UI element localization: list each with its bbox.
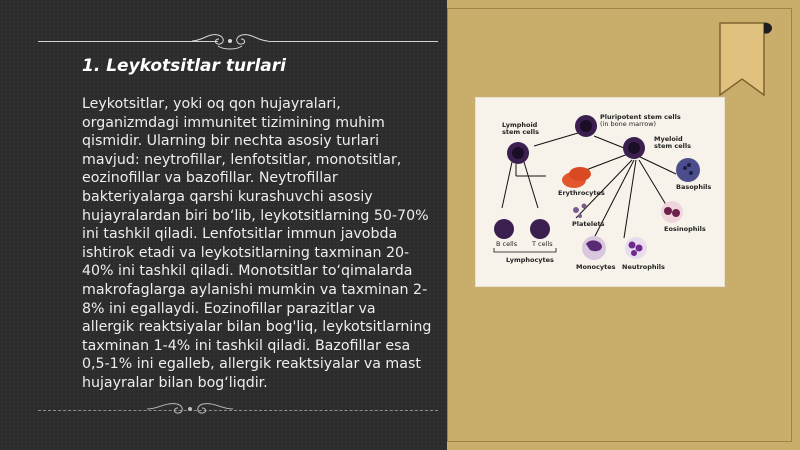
top-frame-line-right (268, 41, 438, 42)
top-ornament-icon (190, 30, 270, 52)
label-lymphoid-1: Lymphoid (502, 121, 538, 129)
slide-body-text: Leykotsitlar, yoki oq qon hujayralari, organizmdagi immunitet tizimining muhim qismidir. Ularning bir nechta asosiy turlari mavjud: neytrofillar, lenfotsitlar, monotsitlar, eozinofillar va bazofillar. Neytrofillar bakteriyalarga qarshi kurashuvchi asosiy hujayralardan biri bo‘lib, leykotsitlarning 50-70% ini tashkil qiladi. Lenfotsitlar immun javobda ishtirok etadi va leykotsitlarning taxminan 20-40% ini tashkil qiladi. Monotsitlar to‘qimalarda makrofaglarga aylanishi mumkin va taxminan 2-8% ini egallaydi. Eozinofillar parazitlar va allergik reaktsiyalar bilan bog'liq, leykotsitlarning taxminan 1-4% ini tashkil qiladi. Bazofillar esa 0,5-1% ini egalleb, allergik reaktsiyalar va mast hujayralar bilan bog‘liqdir. (82, 96, 432, 391)
bookmark-icon (718, 19, 776, 97)
label-monocytes: Monocytes (576, 263, 616, 271)
label-b-cells: B cells (496, 240, 518, 248)
label-myeloid-1: Myeloid (654, 135, 683, 143)
label-platelets: Platelets (572, 220, 605, 228)
bottom-ornament-icon (145, 398, 235, 420)
slide-title: 1. Leykotsitlar turlari (82, 56, 286, 76)
label-pluripotent-2: (in bone marrow) (600, 120, 657, 128)
label-erythrocytes: Erythrocytes (558, 189, 605, 197)
label-lymphoid-2: stem cells (502, 128, 540, 136)
bottom-dotted-line (38, 410, 438, 411)
label-lymphocytes: Lymphocytes (506, 256, 554, 264)
hematopoiesis-figure (476, 98, 724, 286)
label-basophils: Basophils (676, 183, 712, 191)
label-pluripotent-1: Pluripotent stem cells (600, 113, 681, 121)
label-t-cells: T cells (532, 240, 553, 248)
label-eosinophils: Eosinophils (664, 225, 706, 233)
label-neutrophils: Neutrophils (622, 263, 665, 271)
label-myeloid-2: stem cells (654, 142, 692, 150)
